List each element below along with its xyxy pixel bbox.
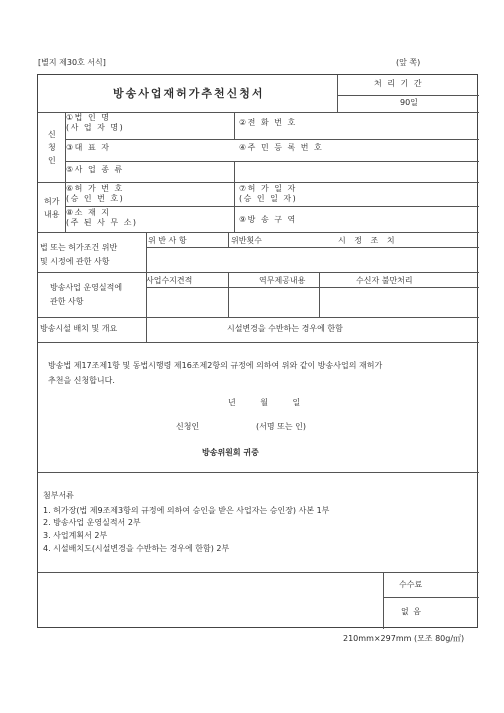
fee-label: 수수료 — [399, 580, 423, 589]
attachment-item: 4. 시설배치도(시설변경을 수반하는 경우에 한함) 2부 — [43, 544, 230, 553]
performance-label: 방송사업 운영실적에 관한 사항 — [50, 283, 123, 306]
application-statement: 방송법 제17조제1항 및 동법시행령 제16조제2항의 규정에 의하여 위와 같이 방송사업의 재허가 추천을 신청합니다. — [48, 361, 383, 385]
broadcast-area-label: ⑨방 송 구 역 — [239, 215, 297, 224]
facility-value: 시설변경을 수반하는 경우에 한함 — [227, 324, 343, 333]
attachment-item: 3. 사업계획서 2부 — [43, 531, 108, 540]
processing-period-label: 처 리 기 간 — [374, 79, 424, 88]
page-side-label: (앞 쪽) — [396, 58, 421, 67]
date-line: 년 월 일 — [228, 398, 301, 407]
performance-col-complaints: 수신자 불만처리 — [356, 276, 413, 285]
permit-number-label: ⑥허 가 번 호 (승 인 번 호) — [66, 184, 125, 203]
signature-note: (서명 또는 인) — [256, 422, 306, 431]
form-title: 방송사업재허가추천신청서 — [113, 87, 265, 100]
paper-spec: 210mm×297mm (모조 80g/㎡) — [343, 634, 465, 643]
violations-label: 법 또는 허가조건 위반 및 시정에 관한 사항 — [40, 243, 118, 266]
violation-col-correction: 시 정 조 치 — [338, 236, 398, 245]
representative-label: ③대 표 자 — [66, 143, 111, 152]
violation-col-count: 위반횟수 — [231, 236, 262, 245]
form-number: [별지 제30호 서식] — [38, 58, 106, 67]
facility-label: 방송시설 배치 및 개요 — [40, 324, 118, 333]
performance-col-service: 역무제공내용 — [259, 276, 306, 285]
corp-name-label: ①법 인 명 (사 업 자 명) — [66, 113, 125, 132]
performance-col-budget: 사업수지견적 — [146, 276, 193, 285]
violation-col-items: 위 반 사 항 — [148, 236, 187, 245]
business-type-label: ⑤사 업 종 류 — [66, 165, 124, 174]
applicant-group-label: 신 청 인 — [48, 130, 56, 165]
permit-group-label: 허가 내용 — [44, 197, 60, 219]
attachment-item: 2. 방송사업 운영실적서 2부 — [43, 518, 141, 527]
attachments-title: 첨부서류 — [43, 491, 74, 500]
location-label: ⑧소 재 지 (주 된 사 무 소) — [66, 208, 138, 227]
fee-value: 없 음 — [401, 607, 422, 616]
addressee: 방송위원회 귀중 — [202, 448, 259, 457]
phone-label: ②전 화 번 호 — [239, 118, 297, 127]
resident-number-label: ④주 민 등 록 번 호 — [239, 143, 324, 152]
attachment-item: 1. 허가장(법 제9조제3항의 규정에 의하여 승인을 받은 사업자는 승인장) 사본 1부 — [43, 506, 330, 515]
applicant-signature-label: 신청인 — [176, 422, 200, 431]
processing-period-value: 90일 — [400, 98, 418, 107]
permit-date-label: ⑦허 가 일 자 (승 인 일 자) — [239, 184, 298, 203]
